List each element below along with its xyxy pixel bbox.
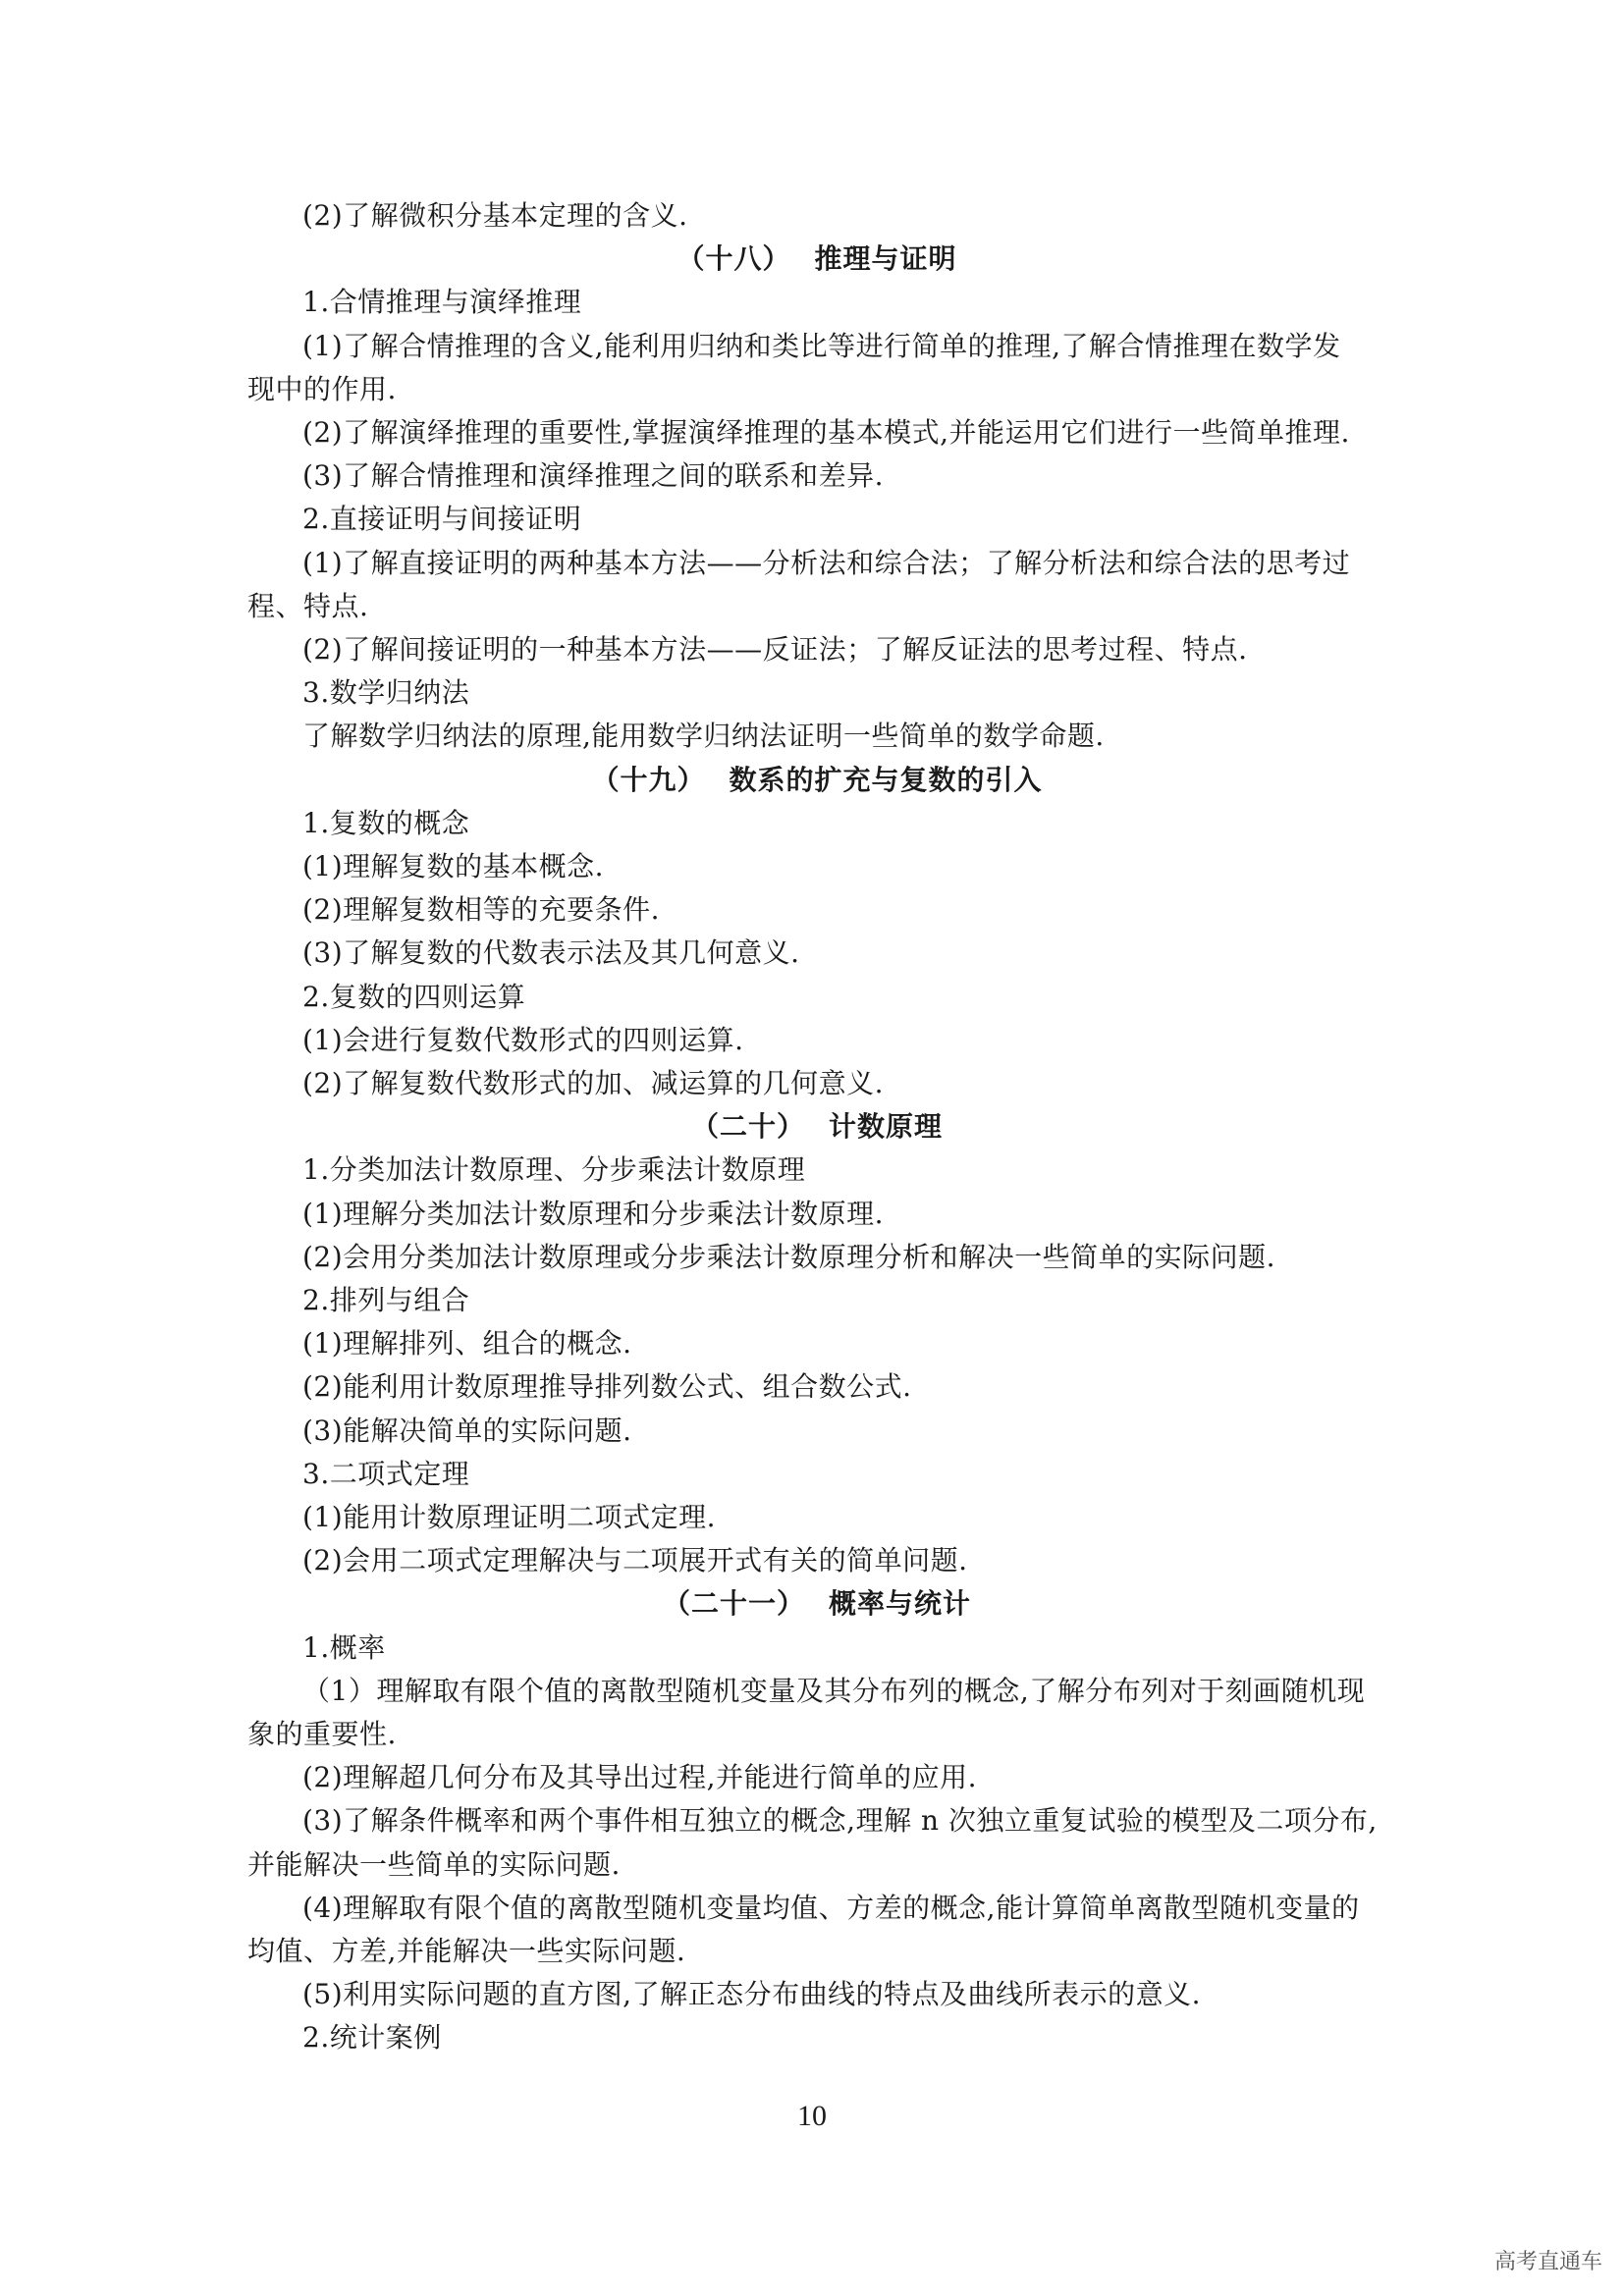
paragraph-line: (2)理解超几何分布及其导出过程,并能进行简单的应用.	[302, 1761, 977, 1794]
paragraph-continuation: 现中的作用.	[247, 372, 397, 405]
paragraph-line: (1)理解分类加法计数原理和分步乘法计数原理.	[302, 1197, 885, 1230]
paragraph-line: (2)了解演绎推理的重要性,掌握演绎推理的基本模式,并能运用它们进行一些简单推理.	[302, 416, 1350, 449]
section-title: 计数原理	[829, 1110, 944, 1144]
paragraph-line: (1)了解直接证明的两种基本方法——分析法和综合法；了解分析法和综合法的思考过	[302, 546, 1351, 579]
paragraph-line: (2)会用二项式定理解决与二项展开式有关的简单问题.	[302, 1544, 968, 1577]
paragraph-line: (2)了解复数代数形式的加、减运算的几何意义.	[302, 1067, 885, 1099]
paragraph-line: 2.统计案例	[302, 2021, 442, 2055]
paragraph-line: 2.复数的四则运算	[302, 980, 526, 1013]
paragraph-line: (1)会进行复数代数形式的四则运算.	[302, 1023, 744, 1056]
paragraph-line: (1)能用计数原理证明二项式定理.	[302, 1501, 717, 1533]
paragraph-line: 2.排列与组合	[302, 1284, 470, 1316]
section-number: （十九）	[591, 763, 706, 796]
section-number: （二十一）	[662, 1587, 805, 1621]
paragraph-continuation: 象的重要性.	[247, 1718, 397, 1750]
paragraph-continuation: 均值、方差,并能解决一些实际问题.	[247, 1935, 686, 1967]
paragraph-continuation: 并能解决一些简单的实际问题.	[247, 1847, 621, 1881]
paragraph-line: 1.合情推理与演绎推理	[302, 286, 582, 319]
paragraph-line: 1.复数的概念	[302, 806, 470, 839]
paragraph-continuation: 程、特点.	[247, 589, 369, 622]
watermark: 高考直通车	[1493, 2250, 1602, 2274]
paragraph-line: 1.分类加法计数原理、分步乘法计数原理	[302, 1153, 806, 1187]
section-number: （二十）	[690, 1110, 805, 1144]
paragraph-line: (2)会用分类加法计数原理或分步乘法计数原理分析和解决一些简单的实际问题.	[302, 1240, 1276, 1273]
paragraph-line: 1.概率	[302, 1630, 386, 1664]
paragraph-line: （1）理解取有限个值的离散型随机变量及其分布列的概念,了解分布列对于刻画随机现	[302, 1674, 1366, 1707]
paragraph-line: (1)了解合情推理的含义,能利用归纳和类比等进行简单的推理,了解合情推理在数学发	[302, 329, 1341, 362]
paragraph-line: (2)了解间接证明的一种基本方法——反证法；了解反证法的思考过程、特点.	[302, 633, 1248, 666]
paragraph-line: (1)理解排列、组合的概念.	[302, 1327, 632, 1361]
paragraph-line: 2.直接证明与间接证明	[302, 503, 582, 536]
paragraph-line: 3.二项式定理	[302, 1457, 470, 1490]
paragraph-line: (4)理解取有限个值的离散型随机变量均值、方差的概念,能计算简单离散型随机变量的	[302, 1891, 1360, 1924]
paragraph-line: (2)能利用计数原理推导排列数公式、组合数公式.	[302, 1370, 912, 1404]
paragraph-line: (1)理解复数的基本概念.	[302, 850, 605, 882]
section-heading	[247, 1105, 1386, 1148]
section-title: 数系的扩充与复数的引入	[729, 763, 1043, 796]
section-title: 推理与证明	[814, 242, 957, 276]
paragraph-line: (3)了解合情推理和演绎推理之间的联系和差异.	[302, 459, 885, 493]
paragraph-line: 3.数学归纳法	[302, 676, 470, 710]
paragraph-line: (5)利用实际问题的直方图,了解正态分布曲线的特点及曲线所表示的意义.	[302, 1978, 1201, 2011]
paragraph-line: (3)了解复数的代数表示法及其几何意义.	[302, 936, 800, 970]
section-heading	[247, 759, 1386, 802]
paragraph-line: (3)能解决简单的实际问题.	[302, 1414, 632, 1447]
paragraph-line: 了解数学归纳法的原理,能用数学归纳法证明一些简单的数学命题.	[302, 720, 1105, 753]
paragraph-line: (2)理解复数相等的充要条件.	[302, 893, 661, 927]
paragraph-line: (3)了解条件概率和两个事件相互独立的概念,理解 n 次独立重复试验的模型及二项分布,	[302, 1804, 1378, 1838]
section-title: 概率与统计	[829, 1587, 972, 1621]
section-heading	[247, 238, 1386, 281]
paragraph-line: (2)了解微积分基本定理的含义.	[302, 199, 688, 232]
section-heading	[247, 1582, 1386, 1626]
section-number: （十八）	[677, 242, 791, 276]
page-number: 10	[797, 2100, 827, 2132]
